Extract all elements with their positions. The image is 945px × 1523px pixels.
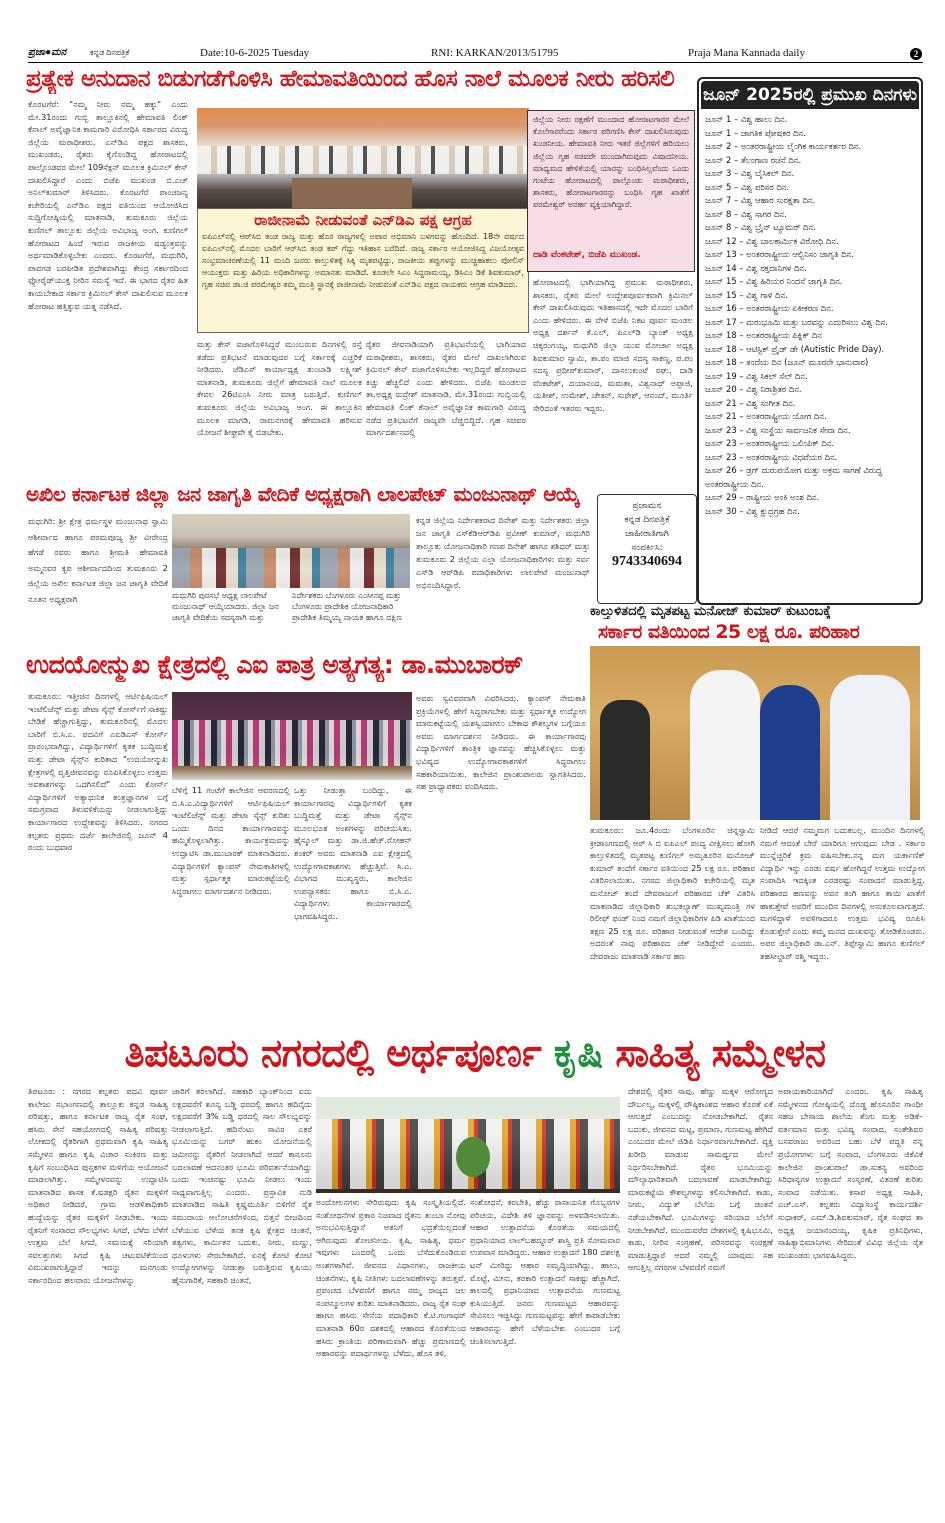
story5-column-5: ದೇಶದಲ್ಲಿ ರೈತರ ಸಾವು, ಹೆಣ್ಣು ಮಕ್ಕಳ ಆರೋಗ್ಯದ ದೌರ್ಬಲ್ಯ, ಮಕ್ಕಳಲ್ಲಿ ಪೌಷ್ಠಿಕಾಂಶದ ಆಹಾರ ಕೊರತೆ ಏಕೆ ಆಗುತ್ತದೆ ಎಂಬುದನ್ನು ನೋಡಬೇಕಾಗಿದೆ. ರೈತನ ಬದುಕು, ಜೀವನದ ಮಟ್ಟ, ಪ್ರಮಾಣ, ಗುಣಮಟ್ಟ ಹೇಗಿದೆ ಎಂಬುದರ ಮೇಲೆ ಜಿಡಿಪಿ ನಿರ್ಧಾರವಾಗಬೇಕಾಗಿದೆ. ವ್ಯಕ್ತಿ ಖರೀದಿ ಮಾಡುವ ಸಾಮರ್ಥ್ಯದ ಮೇಲೆ ನಿರ್ಧರಿಸಬೇಕಾಗಿದೆ. ರೈತರ ಭೂಮಿಯನ್ನು ಮೌಲ್ಯಾಧಾರಿತವಾಗಿ ಬದಲಾವಣೆ ಮಾಡಬೇಕಾಗಿದ್ದು ಮಾರುಕಟ್ಟೆಯ ಕೌಶಲ್ಯಗಳನ್ನು ಕಲಿಸಬೇಕಾಗಿದೆ. ಕಾಡು, ನೀರು, ವಿದ್ಯುತ್ ಬೆಲೆಯ ಬಗ್ಗೆ ಚಿಂತನೆ ನಡೆಯಬೇಕಾಗಿದೆ. ಭೂಮಿಗಳನ್ನು ಸರಿಯಾದ ಬೆಲೆಗೆ ನೀಡಬೇಕಾಗಿದೆ. ಮುಂದುವರೆದ ದೇಶಗಳಲ್ಲಿ ಕೃಷಿಭೂಮಿ, ಕಾಡು, ನೀರಿನ ಸಂಗ್ರಹಣೆ, ಪರಿಸರವನ್ನು ಸಂರಕ್ಷಣೆ ಮಾಡುತ್ತಿದ್ದಾರೆ ಆದರೆ ನಮ್ಮಲ್ಲಿ ಯಾವುದು ಸಹ ಆಗುತ್ತಿಲ್ಲ ನಗರಗಳ ಬೆಳವಣಿಗೆ ನಮಗೆ (628, 1086, 773, 1273)
story5-column-1: ತಿಪಟೂರು : ನಗರದ ಕಲ್ಪತರು ಪದವಿ ಪೂರ್ವ ಕಾಲೇಜು ಸಭಾಂಗಣದಲ್ಲಿ ತಾಲ್ಲೂಕು ಕನ್ನಡ ಸಾಹಿತ್ಯ ಪರಿಷತ್ತು, ಹಾಗೂ ಕರ್ನಾಟಕ ರಾಜ್ಯ ರೈತ ಸಂಘ, ಹಸಿರು ಸೇನೆ ಸಹಯೋಗದಲ್ಲಿ ಸಾಹಿತ್ಯ ಪರಿಷತ್ತು ಲೋಕದಲ್ಲಿ ರೈತರಿಗಾಗಿ ಪ್ರಥಮವಾಗಿ ಕೃಷಿ ಸಾಹಿತ್ಯ ಸಮ್ಮೇಳನ ಹಾಗೂ ಕೃಷಿ ವಿಚಾರ ಸಂಕಿರಣ ಮತ್ತು ಕೃಷಿಗೆ ಸಂಬಂಧಿಸಿದ ಪುಸ್ತಕಗಳ ಮಳಿಗೆಯ ಆಯೋಜನೆ ಮಾಡಲಾಗಿತ್ತು. ಸಮ್ಮೇಳನವನ್ನು ಉದ್ಘಾಟಿಸಿ ಮಾತನಾಡಿದ ಶಾಸಕ ಕೆ.ಷಡಕ್ಷರಿ ರೈತನ ಮಕ್ಕಳಿಗೆ ಅಧಿಕಾರ ನೀಡಿದರೆ, ಗ್ರಾಮ ಆಡಳಿತಾಧಿಕಾರಿ ಹುದ್ದೆಯನ್ನು ರೈತರ ಮಕ್ಕಳಿಗೆ ನೀಡಬೇಕು. ಇಂದು ರೈತನಿಗೆ ಸಂಸಾರದ ಸೌಲಭ್ಯಗಳು ಸಿಗದೆ, ಬೆಳೆದ ಬೆಳೆಗೆ ಉತ್ತಮ ಬೆಲೆ ಸಿಗದೆ, ಸಮಯಕ್ಕೆ ಸರಿಯಾಗಿ ಸವಲತ್ತುಗಳು ಸಿಗದೆ ಕೃಷಿ ಚಟುವಟಿಕೆಯಿಂದ ವಿಮುಖರಾಗುತ್ತಿದ್ದಾರೆ ಇದನ್ನು ಮನಗಂಡು ಸರ್ಕಾರದಿಂದ ಹಲವಾರು ಯೋಜನೆಗಳನ್ನು (28, 1086, 168, 1285)
june-day-item: ಜೂನ್ 15 – ವಿಶ್ವ ಗಾಳಿ ದಿನ. (705, 289, 788, 300)
story1-column-2: ಮತ್ತು ಕೇಸ್ ವಜಾಗೊಳಿಸಿದ್ದರೆ ಮುಂಬರುವ ದಿನಗಳಲ್ಲಿ ರಸ್ತೆ ತಡೆದು ಪ್ರತಿಭಟನೆ ಮಾಡುವುದರ ಬಗ್ಗೆ ಸರ್ಕಾರಕ್ಕೆ ಎಚ್ಚರಿಕೆ ನೀಡಿದರು. ಜೆಡಿಎಸ್ ಕಾರ್ಯಾಧ್ಯಕ್ಷ ತುಂಬಾಡಿ ಲಕ್ಷ್ಮೀಶ್ ಮಾತನಾಡಿ, ತುಮಕೂರು ಜಿಲ್ಲೆಗೆ ಹೇಮಾವತಿ ನಾಲೆ ಮೂಲಕ ಕೇವಲ 26ಟಿಎಂಸಿ ನೀರು ಮಾತ್ರ ಬರುತ್ತಿದೆ. ಕುಣಿಗಲ್ ತುಮಕೂರು ಜಿಲ್ಲೆಯ ಅವಿಭಾಜ್ಯ ಅಂಗ. ಈ ತಾಲ್ಲೂಕಿನ ಮೂಲಕ ಮಾಗಡಿ, ರಾಮನಗರಕ್ಕೆ ಹೇಮಾವತಿ ಹರಿಸುವ ಯೋಜನೆ ಶೀಘ್ರವೇ ಕೈ ಬಿಡಬೇಕು. (197, 339, 362, 438)
june-day-item: ಜೂನ್ 19 – ವಿಶ್ವ ಸಿಕಲ್ ಸೆಲ್ ದಿನ. (705, 370, 808, 381)
story5-column-4: ಸಂಶೋಧನೆ, ತರಬೇತಿ, ಹೆಚ್ಚು ರಾಸಾಯನಿಕ ಗೊಬ್ಬರಗಳ ಪರಿಚಯ, ವಿದೇಶಿ ತಳಿ ಜ್ಞಾನವನ್ನು ಅಳವಡಿಸಲಾಯಿತು. ಆಹಾರ ಉತ್ಪಾದನೆಯ ಕೊರತೆಯ ಸಮಯದಲ್ಲಿ ಪ್ರಧಾನಿಯಾದ ಲಾಲ್‌ಬಹದ್ದೂರ್ ಶಾಸ್ತ್ರಿ ಪ್ರತಿ ಸೋಮವಾರ ಉಪವಾಸ ಮಾಡಿದ್ದರು. ಆಹಾರ ಉತ್ಪಾದನೆ 180 ದಶಲಕ್ಷ ಟನ್ ಮೀರಿದ್ದು ಆಹಾರ ಸಮೃದ್ಧಿಯಾಗಿದ್ದು, ಹಾಲು, ಮೊಟ್ಟೆ, ಮೀನು, ತರಕಾರಿ ಉತ್ಪಾದನೆ ಸಾಕಷ್ಟು ಹೆಚ್ಚಾಗಿದೆ. ಕಾಲದಲ್ಲಿ ಪ್ರಧಾನಿಯಾದ ಉತ್ಪಾದನೆಯ ಗುಣಮಟ್ಟ ಕುಸಿಯುತ್ತಿದೆ. ಜನರು ಗುಣಮಟ್ಟದ ಆಹಾರವನ್ನು ಸೇವಿಸಲು ಇಚ್ಚಿಸಿದ್ದು ಗುಣಮಟ್ಟವನ್ನು ಹೇಗೆ ಕಾಪಾಡಬೇಕು ಆಹಾರವನ್ನು ಹೇಗೆ ಬೆಳೆಯಬೇಕು ಎಂಬುದರ ಬಗ್ಗೆ ಚಿಂತಿಸಲಾಗುತ್ತಿದೆ. (470, 1197, 620, 1346)
advertisement-contact-box (597, 494, 697, 604)
story3-column-1: ತುಮಕೂರು: ಜೂ.4ರಂದು ಬೆಂಗಳೂರಿನ ಚಿನ್ನಸ್ವಾಮಿ ಕ್ರೀಡಾಂಗಣದಲ್ಲಿ ಆರ್ ಸಿ ಬಿ ಐಪಿಎಲ್ ಪಂದ್ಯ ವೀಕ್ಷಿಸಲು ಹೋಗಿ ಕಾಲ್ತುಳಿತದಲ್ಲಿ ಮೃತಪಟ್ಟ ಕುಣಿಗಲ್ ಅಮೃತೂರಿನ ಮನೋಜ್ ಕುಮಾರ್ ತಂದೆಗೆ ಸರ್ಕಾರ ವತಿಯಿಂದ 25 ಲಕ್ಷ ರೂ. ಪರಿಹಾರ ವಿತರಿಸಲಾಯಿತು. ನಗರದ ಜಿಲ್ಲಾಧಿಕಾರಿ ಕಚೇರಿಯಲ್ಲಿ ಮೃತ ಮನೋಜ್ ತಂದೆ ದೇವರಾಜುಗೆ ಪರಿಹಾರದ ಚೆಕ್ ವಿತರಿಸಿ ಮಾತನಾಡಿದ ಜಿಲ್ಲಾಧಿಕಾರಿ ಶುಭಕಲ್ಯಾಣ್ ಮುಖ್ಯಮಂತ್ರಿ ಗಳ ರಿಲೀಫ್ ಫಂಡ್ ನಿಂದ ನಮಗೆ ಜಿಲ್ಲಾಧಿಕಾರಿಗಳ ಪಿಡಿ ಖಾತೆಯಿಂದ ತಕ್ಷಣ 25 ಲಕ್ಷ ರೂ. ಪರಿಹಾರ ನೀಡುವಂತೆ ಆದೇಶ ಬಂದಿದ್ದು ಅದರಂತೆ ನಾವು ಪರಿಹಾರದ ಚೆಕ್ ನೀಡಿದ್ದೇವೆ ಎಂದರು. ದೇವರಾಜು ಮಾತನಾಡಿ ಸರ್ಕಾರ ಹಣ (590, 825, 755, 961)
june-day-item: ಜೂನ್ 13 – ಅಂತರರಾಷ್ಟ್ರೀಯ ಆಲ್ಬಿನಿಸಂ ಜಾಗೃತಿ ದಿನ. (705, 249, 855, 259)
story5-headline (15, 1025, 935, 1081)
paper-logo: ಪ್ರಜಾ●ಮನ (28, 47, 67, 58)
story2-headline: ಅಖಿಲ ಕರ್ನಾಟಕ ಜಿಲ್ಲಾ ಜನ ಜಾಗೃತಿ ವೇದಿಕೆ ಅಧ್ಯಕ್ಷರಾಗಿ ಲಾಲಪೇಟ್ ಮಂಜುನಾಥ್ ಆಯ್ಕೆ (26, 482, 580, 506)
june-day-item: ಜೂನ್ 23 – ವಿಶ್ವ ಸಂಸ್ಥೆಯ ಸಾರ್ವಜನಿಕ ಸೇವಾ ದಿನ. (705, 424, 851, 435)
june-day-item: ಜೂನ್ 26 – ಡ್ರಗ್ ದುರುಪಯೋಗ ಮತ್ತು ಅಕ್ರಮ ಸಾಗಣೆ ವಿರುದ್ಧ ಅಂತರರಾಷ್ಟ್ರೀಯ ದಿನ. (705, 465, 882, 489)
june-day-item: ಜೂನ್ 8 – ವಿಶ್ವ ಸಾಗರ ದಿನ. (705, 208, 787, 219)
june-day-item: ಜೂನ್ 12 – ವಿಶ್ವ ಬಾಲಕಾರ್ಮಿಕ ವಿರೋಧಿ ದಿನ. (705, 235, 839, 246)
june-day-item: ಜೂನ್ 15 – ವಿಶ್ವ ಹಿರಿಯರ ನಿಂದನೆ ಜಾಗೃತಿ ದಿನ. (705, 276, 843, 286)
june-day-item: ಜೂನ್ 30 – ವಿಶ್ವ ಕ್ಷುದ್ರಗ್ರಹ ದಿನ. (705, 505, 800, 516)
story1-column-3: ರೈತರ ಜೀವನಾಡಿಯಾಗಿ ಪ್ರತಿಭಟನೆಯಲ್ಲಿ ಭಾಗಿಯಾದ ಮಠಾಧೀಶರು, ಶಾಸಕರು, ರೈತರ ಮೇಲೆ ದಾಖಲಾಗಿರುವ ಕ್ರಿಮಿನಲ್ ಕೇಸ್ ವಜಾಗೊಳಿಸಬೇಕು ಇಲ್ಲದಿದ್ದರೆ ಹೋರಾಟದ ಕಿಚ್ಚು ಹೆಚ್ಚಲಿದೆ ಎಂದು ಹೇಳಿದರು. ಬಿಜೆಪಿ ಮಂಡಲದ ತಾ.ಅಧ್ಯಕ್ಷ ರುದ್ರೇಶ್ ಮಾತನಾಡಿ, ಮೇ.31ರಂದು ಗುಬ್ಬಿಯಲ್ಲಿ ಹೇಮಾವತಿ ಲಿಂಕ್ ಕೆನಾಲ್ ಅವೈಜ್ಞಾನಿಕ ಕಾಮಗಾರಿ ವಿರುದ್ಧ ನಡೆದ ಪ್ರತಿಭಟನೆಗೆ ರಾಜ್ಯವೇ ಬೆಚ್ಚಿಬಿದ್ದಿದೆ. ಗೃಹ ಸಚಿವರ ಮಾರ್ಗದರ್ಶನದಲ್ಲಿ (366, 339, 526, 438)
story3-column-2: ನೀಡಿದೆ ಆದರೆ ನಮ್ಮಮಗ ಬದುಕಬಲ್ಲ. ಮುಂದಿನ ದಿನಗಳಲ್ಲಿ ನಮಗೆ ಆದಂತೆ ಬೇರೆ ಯಾರಿಗೂ ಆಗುವುದು ಬೇಡ . ಸರ್ಕಾರ ಮುನ್ನೆಚ್ಚರಿಕೆ ಕ್ರಮ ವಹಿಸಬೇಕು.ನನ್ನ ಮಗ ಯರ್ಕಾಣಿಕ್ ವಿದ್ಯಾರ್ಥಿ ಇನ್ನು ಎರಡು ವರ್ಷ ಹೋಗಿದ್ದರೆ ಉತ್ತಮ ಉದ್ಯೋಗ ಸಂಪಾದಿಸಿ ಇದಕ್ಕಿಂತ ಎರಡರಷ್ಟು ಸಂಪಾದನೆ ಮಾಡುತ್ತಿದ್ದ. ಪರಿಹಾರದ ಹಣವನ್ನು ಅವನ ತಂಗಿ ಹಾಗೂ ತಾಯಿ ಖಾತೆಗೆ ಹಾಕುತ್ತೇವೆ ಅವರಿಗೆ ಮುಂದಿನ ದಿನಗಳಲ್ಲಿ ಅನುಕೂಲವಾಗುತ್ತದೆ. ಮಗಳಿದ್ದಾಳೆ ಅವಳಿಗಾದರೂ ಉತ್ತಮ ಭವಿಷ್ಯ ರೂಪಿಸಿ ಕೊಡುತ್ತೇನೆ ಎಂದು ತಮ್ಮ ಮನದ ದುಃಖವನ್ನು ತೋಡಿಕೊಂಡರು. ಅಪರ ಜಿಲ್ಲಾಧಿಕಾರಿ ಡಾ.ಎನ್. ತಿಪ್ಪೇಸ್ವಾಮಿ ಹಾಗೂ ಕುಣಿಗಲ್ ತಹಸೀಲ್ದಾರ್ ರಶ್ಮಿ ಇದ್ದರು. (760, 825, 925, 961)
june-day-item: ಜೂನ್ 8 – ವಿಶ್ವ ಬ್ರೈನ್ ಟ್ಯೂಮರ್ ದಿನ. (705, 222, 816, 232)
masthead (28, 46, 923, 63)
story5-headline-part2: ಕೃಷಿ (553, 1031, 603, 1075)
story5-headline-part1: ತಿಪಟೂರು ನಗರದಲ್ಲಿ ಅರ್ಥಪೂರ್ಣ (124, 1031, 542, 1075)
ad-line-2: ಕನ್ನಡ ದಿನಪತ್ರಿಕೆ (624, 515, 670, 525)
june-day-item: ಜೂನ್ 29 – ರಾಷ್ಟ್ರೀಯ ಅಂಕಿ ಅಂಶ ದಿನ. (705, 492, 820, 502)
ad-line-3: ಜಾಹೀರಾತಿಗಾಗಿ (625, 529, 669, 539)
yellow-box-text: ಐಪಿಎಲ್‌ನಲ್ಲಿ ಆರ್‌ಸಿಬಿ ತಂಡ ರಾಜ್ಯ ಮತ್ತು ಹೊರ ರಾಜ್ಯಗಳಲ್ಲಿ ಅಪಾರ ಅಭಿಮಾನಿ ಬಳಗವನ್ನು ಹೊಂದಿದೆ. 18ನೇ ವರ್ಷದ ಐಪಿಎಲ್‌ನಲ್ಲಿ ಮೊದಲ ಬಾರಿಗೆ ಆರ್‌ಸಿಬಿ ತಂಡ ಕಪ್ ಗೆದ್ದು ಇತಿಹಾಸ ಬರೆದಿದೆ. ರಾಜ್ಯ ಸರ್ಕಾರ ಆಯೋಜಿಸಿದ್ದ ವಿಜಯೋತ್ಸವ ಸಂಭ್ರಮಾಚರಣೆಯಲ್ಲಿ 11 ಮಂದಿ ಜನರು ಕಾಲ್ತುಳಿತಕ್ಕೆ ಸಿಕ್ಕಿ ಮೃತಪಟ್ಟಿದ್ದು, ರಾಜಕೀಯ ತಪ್ಪುಗಳನ್ನು ಮುಚ್ಚಿಹಾಕಲು ಪೋಲಿಸ್ ಆಯುಕ್ತರು ಮತ್ತು ಹಿರಿಯ ಅಧಿಕಾರಿಗಳನ್ನು ಅಮಾನತು ಮಾಡಿದೆ. ಕೂಡಲೇ ಸಿಎಂ ಸಿದ್ದರಾಮಯ್ಯ, ಡಿಸಿಎಂ ಡಿಕೆ ಶಿವಕುಮಾರ್, ಗೃಹ ಸಚಿವ ಡಾ.ಜಿ ಪರಮೇಶ್ವರ ತಮ್ಮ ಮಂತ್ರಿ ಸ್ಥಾನಕ್ಕೆ ರಾಜೀನಾಮೆ ನೀಡುವಂತೆ ಎನ್‌ಡಿಎ ಪಕ್ಷದ ನಾಯಕರು ಆಗ್ರಹ ಮಾಡಿದರು. (202, 232, 524, 289)
yellow-box (197, 208, 529, 333)
june-day-item: ಜೂನ್ 17 – ಮರುಭೂಮಿ ಮತ್ತು ಬರವನ್ನು ಎದುರಿಸಲು ವಿಶ್ವ ದಿನ. (705, 316, 888, 327)
june-day-item: ಜೂನ್ 18 – ತಂದೆಯ ದಿನ (ಜೂನ್ ಮೂರನೇ ಭಾನುವಾರ) (705, 357, 869, 367)
story1-group-photo (197, 108, 529, 208)
june-day-item: ಜೂನ್ 23 – ಅಂತರರಾಷ್ಟ್ರೀಯ ಒಲಿಂಪಿಕ್ ದಿನ. (705, 438, 835, 448)
pink-box-text: ಜಿಲ್ಲೆಯ ನೀರು ರಕ್ಷಣೆಗೆ ಮುಂದಾದ ಹೋರಾಟಗಾರರ ಮೇಲೆ ಕೊಲೆಗಾರರೆಂದು ಸರ್ಕಾರ ಪರಿಗಣಿಸಿ ಕೇಸ್ ದಾಖಲಿಸಿರುವುದು ಖಂಡನೀಯ. ಹೇಮಾವತಿ ನೀರು ಇತರೆ ಜಿಲ್ಲೆಗಳಿಗೆ ಹರಿಯಲು ಜಿಲ್ಲೆಯ ಗೃಹ ಸಚಿವರೇ ಮುಂದಾಗಿರುವುದು ವಿಷಾದನೀಯ. ಮಾಧ್ಯಮದ ಹೇಳಿಕೆಯಲ್ಲಿ ಯಾರನ್ನು ಬಂಧಿಸಿಲ್ಲವೆಂದು ಒಂದು ಗಂಟೆಯ ಹೋರಾಟದಲ್ಲಿ ಪಾಲ್ಗೊಂಡು ಮಠಾಧೀಶರು, ಶಾಸಕರು, ಹೋರಾಟಗಾರರನ್ನು ಬಂಧಿಸಿ ಗೃಹ ಖಾತೆಗೆ ಪರಮೇಶ್ವರ್ ಅನರ್ಹ ವ್ಯಕ್ತಿಯಾಗಿದ್ದಾರೆ. (533, 115, 689, 210)
story1-column-4: ಹೋರಾಟದಲ್ಲಿ ಭಾಗಿಯಾಗಿದ್ದ ಪ್ರಮುಖ ಮಠಾಧೀಶರು, ಶಾಸಕರು, ರೈತರ ಮೇಲೆ ಉದ್ದೇಶಪೂರ್ವಕವಾಗಿ ಕ್ರಿಮಿನಲ್ ಕೇಸ್ ದಾಖಲಿಸಿರುವುದು ಇತಿಹಾಸದಲ್ಲಿ ಇದೇ ಮೊದಲ ಬಾರಿಗೆ ಎಂದು ಹೇಳಿದರು. ಈ ವೇಳೆ ಬಿಜೆಪಿ ನಿಕಟ ಪೂರ್ವ ಮಂಡಲ ಅಧ್ಯಕ್ಷ ದರ್ಶನ್ ಕೆ.ಎಲ್, ಪಿಎಲ್‌ಡಿ ಬ್ಯಾಂಕ್ ಅಧ್ಯಕ್ಷ ಚಿಕ್ಕರಂಗಯ್ಯ, ಮಧುಗಿರಿ ಜಿಲ್ಲಾ ಯುವ ಮೋರ್ಚಾ ಅಧ್ಯಕ್ಷ ಶಿವಕುಮಾರ ಸ್ವಾಮಿ, ತಾ.ಪಂ ಮಾಜಿ ಸದಸ್ಯ ಸಾಕಣ್ಣ, ಪ.ಪಂ ಸದಸ್ಯ ಪ್ರದೀಪ್‌ಕುಮಾರ್, ದಾಸಲುಕುಂಟೆ ರಘು, ದಾಡಿ ವೆಂಕಟೇಶ್, ದಯಾನಂದ, ಮಮತಾ, ವಿಶ್ವನಾಥ್ ಅಪ್ಪಾಜಿ, ಯತೀಶ್, ಉಮೇಶ್, ಚೇತನ್, ಸುರೇಶ್, ಆನಂದ್, ಮೂರ್ತಿ ಸೇರಿದಂತೆ ಇತರರು ಇದ್ದರು. (533, 277, 693, 413)
story4-column-2: ಬೆಳಿಗ್ಗೆ 11 ಗಂಟೆಗೆ ಕಾಲೇಜಿನ ಆವರಣದಲ್ಲಿ ಬಿ.ಸಿ.ಎ.ವಿದ್ಯಾರ್ಥಿಗಳಿಗೆ ಆರ್ಟಿಫಿಷಿಯಲ್ ಇಂಟೆಲಿಜೆನ್ಸ್ ಮತ್ತು ಡೇಟಾ ಸೈನ್ಸ್ ಕುರಿತು ಒಂದು ದಿನದ ಕಾರ್ಯಾಗಾರವನ್ನು ಹಮ್ಮಿಕೊಳ್ಳಲಾಗಿತ್ತು. ಕಾರ್ಯಕ್ರಮವನ್ನು ಉದ್ಘಾಟಿಸಿ ಡಾ.ಮುಬಾರಕ್ ಮಾತನಾಡಿದರು. ವಿದ್ಯಾರ್ಥಿಗಳಿಗೆ ಕ್ಯಾಂಪಸ್ ನೇಮಕಾತಿಗಳಲ್ಲಿ ಮತ್ತು ಸ್ಪರ್ಧಾತ್ಮಕ ಮಾರುಕಟ್ಟೆಯಲ್ಲಿ ಸಿದ್ಧರಾಗಲು ಮಾರ್ಗದರ್ಶನ ನೀಡಿದರು. (172, 785, 290, 896)
rni-number: RNI: KARKAN/2013/51795 (431, 47, 559, 59)
june-day-item: ಜೂನ್ 21 – ಅಂತರರಾಷ್ಟ್ರೀಯ ಯೋಗ ದಿನ. (705, 411, 827, 421)
june-day-item: ಜೂನ್ 16 – ಅಂತರರಾಷ್ಟ್ರೀಯ ಏಕೀಕರಣ ದಿನ. (705, 303, 834, 313)
ad-line-4: ಸಂಪರ್ಕಿಸಿ: (631, 543, 663, 553)
june-important-days-box (697, 77, 923, 605)
story4-headline: ಉದಯೋನ್ಮುಖ ಕ್ಷೇತ್ರದಲ್ಲಿ ಎಐ ಪಾತ್ರ ಅತ್ಯಗತ್ಯ: ಡಾ.ಮುಬಾರಕ್ (26, 650, 523, 679)
story1-headline: ಪ್ರತ್ಯೇಕ ಅನುದಾನ ಬಿಡುಗಡೆಗೊಳಿಸಿ ಹೇಮಾವತಿಯಿಂದ ಹೊಸ ನಾಲೆ ಮೂಲಕ ನೀರು ಹರಿಸಲಿ (26, 66, 675, 92)
story5-column-2: ಜಾರಿಗೆ ತರಲಾಗಿದೆ. ಸಹಕಾರಿ ಬ್ಯಾಂಕ್‌ನಿಂದ ಐದು ಲಕ್ಷದವರೆಗೆ ಶೂನ್ಯ ಬಡ್ಡಿ ಧರದಲ್ಲಿ ಹಾಗೂ ಹದಿನೈದು ಲಕ್ಷದವರೆಗೆ 3% ಬಡ್ಡಿ ಧರದಲ್ಲಿ ಸಾಲ ಸೌಲಭ್ಯವನ್ನು ನೀಡಲಾಗುತ್ತಿದೆ. ಹದಿನೆಂಟು ಸಾವಿರ ಎಕರೆ ಭೂಮಿಯನ್ನು ಬಗರ್ ಹುಕಂ ಯೋಜನೆಯಲ್ಲಿ ಜಮೀನನ್ನು ರೈತರಿಗೆ ನೀಡಲಾಗಿದೆ ಆದರೆ ಕಾನೂನು ಬದಲಾವಣೆ ಆದನಂತರ ಭೂಮಿ ಪರಿವರ್ತನೆಯಾಗಿದ್ದು ಒಂದು ಇಂಚಿನಷ್ಟು ಭೂಮಿ ನೀಡಲು ಇಂದು ಸಾಧ್ಯವಾಗುತ್ತಿಲ್ಲ ಎಂದರು. ಪ್ರಸ್ತಾವಿಕ ನುಡಿ ಮಾತನಾಡಿದ ಸಾಹಿತಿ ಕೃಷ್ಣಮೂರ್ತಿ ಬಿಳಿಗೆರೆ ರೈತ ಸಮುದಾಯ ಆಲೋಚನೆಗಳಿಂದ, ಬಿತ್ತನೆ ಬೀಜದಿಂದ ಬೆಳೆಯುವ ಬೆಳೆಯ ತನಕ ಕೃಷಿ ಕ್ಷೇತ್ರದ ಚಿಂತನೆ, ತತ್ವಗಳು, ಕಾರ್ಮಿಕನ ಬದುಕು, ನೀರು, ಮಣ್ಣು, ಧೂಳುಗಳು ಸೇರಬೇಕಾಗಿದೆ. ಏನಕ್ಕೆ ಕೋಟಿ ಕೋಟಿ ಉದ್ಯೋಗಗಳನ್ನು ನೀಡುತ್ತಾ ಬರುತ್ತಿರುವ ಕೃಷಿಯು ಹೈನುಗಾರಿಕೆ, ಸಹಕಾರಿ ಚಿಂತನೆ, (172, 1086, 312, 1285)
june-day-item: ಜೂನ್ 21 – ವಿಶ್ವ ಸಂಗೀತ ದಿನ. (705, 397, 796, 408)
yellow-box-headline: ರಾಜೀನಾಮೆ ನೀಡುವಂತೆ ಎನ್‌ಡಿಎ ಪಕ್ಷ ಆಗ್ರಹ (254, 211, 472, 229)
ad-line-1: ಪ್ರಜಾಮನ (632, 501, 662, 511)
story4-column-4: ಅವರು ಸ್ವವಿವರವಾಗಿ ವಿವರಿಸಿದರು. ಕ್ಯಾಂಪಸ್ ನೇಮಕಾತಿ ಪ್ರಕ್ರಿಯೆಗಳಲ್ಲಿ ಹೇಗೆ ಸಿದ್ಧರಾಗಬೇಕು ಮತ್ತು ಸ್ಪರ್ಧಾತ್ಮಕ ಉದ್ಯೋಗ ಮಾರುಕಟ್ಟೆಯಲ್ಲಿ ಯಶಸ್ವಿಯಾಗಲು ಬೇಕಾದ ಕೌಶಲ್ಯಗಳ ಬಗ್ಗೆಯೂ ಅವರು ಮಾರ್ಗದರ್ಶನ ನೀಡಿದರು. ಈ ಕಾರ್ಯಾಗಾರವು ವಿದ್ಯಾರ್ಥಿಗಳಿಗೆ ತಾಂತ್ರಿಕ ಜ್ಞಾನವನ್ನು ಹೆಚ್ಚಿಸಿಕೊಳ್ಳಲು ಮತ್ತು ಭವಿಷ್ಯದ ಉದ್ಯೋಗಾವಕಾಶಗಳಿಗೆ ಸಿದ್ಧರಾಗಲು ಸಹಕಾರಿಯಾಯಿತು. ಕಾಲೇಜಿನ ಪ್ರಾಂಶುಪಾಲರು ಸ್ವಾಗತಿಸಿದರು. ಸಹ ಪ್ರಾಧ್ಯಾಪಕರು ವಂದಿಸಿದರು. (416, 693, 586, 792)
ad-phone-number: 9743340694 (612, 554, 682, 569)
story2-photo (172, 514, 410, 588)
story5-event-photo (316, 1097, 620, 1193)
story4-column-3: ಒತ್ತು ನೀಡುತ್ತಾ ಬಂದಿದ್ದು, ಈ ಕಾರ್ಯಾಗಾರವು ವಿದ್ಯಾರ್ಥಿಗಳಿಗೆ ಕೃತಕ ಬುದ್ಧಿಮತ್ತೆ ಮತ್ತು ಡೇಟಾ ಸೈನ್ಸ್‌ನ ಮೂಲಭೂತ ಅಂಶಗಳನ್ನು ಪರಿಚಯಿಸಿತು. ಹೈಸ್ಕೂಲ್ ಮತ್ತು ಡಾ.ಜಿ.ಹೆಚ್.ರೋಹನ್ ಶಂಕರ್ ಅವರು ಮಾತನಾಡಿ ಎಐ ಕ್ಷೇತ್ರದಲ್ಲಿ ಉದ್ಯೋಗಾವಕಾಶಗಳು ಹೆಚ್ಚುತ್ತಿವೆ. ಸಿ.ಎ. ವಿಭಾಗದ ಮುಖ್ಯಸ್ಥರು, ಕಾಲೇಜಿನ ಉಪನ್ಯಾಸಕರು ಹಾಗೂ ಬಿ.ಸಿ.ಎ. ವಿದ್ಯಾರ್ಥಿಗಳು ಕಾರ್ಯಾಗಾರದಲ್ಲಿ ಭಾಗವಹಿಸಿದ್ದರು. (294, 785, 412, 921)
june-days-list (705, 113, 921, 518)
story2-column-1: ಮಧುಗಿರಿ: ಶ್ರೀ ಕ್ಷೇತ್ರ ಧರ್ಮಸ್ಥಳ ಮಂಜುನಾಥ ಸ್ವಾಮಿ ಆಶೀರ್ವಾದ ಹಾಗೂ ಪರಮಪೂಜ್ಯ ಶ್ರೀ ವೀರೇಂದ್ರ ಹೆಗಡೆ ರವರು ಹಾಗೂ ಶ್ರೀಮತಿ ಹೇಮಾವತಿ ಅಮ್ಮನವರ ಕೃಪ ಆಶೀರ್ವಾದದಿಂದ ತುಮಕೂರು 2 ಜಿಲ್ಲೆಯ ಅಖಿಲ ಕರ್ನಾಟಕ ಜಿಲ್ಲಾ ಜನ ಜಾಗೃತಿ ವೇದಿಕೆ ನೂತನ ಅಧ್ಯಕ್ಷರಾಗಿ (28, 516, 168, 604)
june-day-item: ಜೂನ್ 1 – ವಿಶ್ವ ಹಾಲು ದಿನ. (705, 114, 788, 124)
june-box-title: ಜೂನ್ 2025ರಲ್ಲಿ ಪ್ರಮುಖ ದಿನಗಳು (701, 81, 919, 109)
pink-quote-box (527, 110, 695, 272)
june-day-item: ಜೂನ್ 3 – ವಿಶ್ವ ಬೈಸಿಕಲ್ ದಿನ. (705, 168, 795, 178)
june-day-item: ಜೂನ್ 2 – ತೆಲಂಗಾಣ ರಚನೆ ದಿನ. (705, 154, 802, 165)
june-day-item: ಜೂನ್ 1 – ಜಾಗತಿಕ ಪೋಷಕರ ದಿನ. (705, 127, 806, 138)
story5-column-6: ಅಪಾಯಕಾರಿಯಾಗಿದೆ ಎಂದರು. ಕೃಷಿ ಸಾಹಿತ್ಯ ಸಮ್ಮೇಳನದ ಗೋಷ್ಠಿಯಲ್ಲಿ ದೊಡ್ಡ ಹೊಸೂರಿನ ಗಾಂಧೀ ಸಹಜ ಬೇಸಾಯ ಶಾಲೆಯ ತೆಂಗು ಮತ್ತು ಅಡಿಕೆ–ವರ್ತಮಾನ ಮತ್ತು ಭವಿಷ್ಯ ಸಂವಾದ, ಸಂತೇಶಿವರ ಬಸವರಾಜು ಅವರಿಂದ ಬಹು ಬೆಳೆ ಪದ್ಧತಿ ನನ್ನ ಪ್ರಯೋಗಗಳು ಬಗ್ಗೆ ಸಂವಾದ, ಬೆಂಗಳೂರು ಜಿಕೆವಿಕೆ ಕಾಲೇಜಿನ ಪ್ರಾಂಶುಪಾಲೆ ಡಾ.ಸುಕನ್ಯ ಅವರಿಂದ ಸಿರಿಧಾನ್ಯಗಳ ಉತ್ಪಾದನೆ ಸಂಸ್ಕರಣೆ, ವಿತರಣೆ ಕುರಿತು ಸಂವಾದ ನಡೆಯಿತು. ಕಸಾಪ ಅಧ್ಯಕ್ಷ ಸಾಹಿತಿ, ಎಚ್.ಎಸ್. ಕಲ್ಪತರು ವಿದ್ಯಾಸಂಸ್ಥೆ ಕಾರ್ಯದರ್ಶಿ ಸುಧಾಕರ್, ಎಮ್.ಡಿ.ಶಿವಕುಮಾರ್, ರೈತ ಸಂಘದ ತಾ ಅಧ್ಯಕ್ಷ ಜಯಾನಂದಯ್ಯ, ಕೃಷಿಕ ಪ್ರತಿನಿಧಿಗಳು, ಸಾಹಿತ್ಯಾಭಿಮಾನಿಗಳು ಸೇರಿದಂತೆ ವಿವಿಧ ಜಿಲ್ಲೆಯ ರೈತ ಮುಖಂಡರು ಭಾಗವಹಿಸಿದ್ದರು. (778, 1086, 923, 1260)
paper-tagline: ಕನ್ನಡ ದಿನಪತ್ರಿಕೆ (90, 48, 130, 57)
paper-name: Praja Mana Kannada daily (688, 47, 805, 59)
june-day-item: ಜೂನ್ 5 – ವಿಶ್ವ ಪರಿಸರ ದಿನ. (705, 181, 790, 192)
june-day-item: ಜೂನ್ 20 – ವಿಶ್ವ ನಿರಾಶ್ರಿತರ ದಿನ. (705, 384, 802, 394)
story1-column-1: ಕೊರಟಗೆರೆ: "ನಮ್ಮ ನೀರು ನಮ್ಮ ಹಕ್ಕು" ಎಂದು ಮೇ.31ರಂದು ಗುಬ್ಬಿ ತಾಲ್ಲೂಕಿನಲ್ಲಿ ಹೇಮಾವತಿ ಲಿಂಕ್ ಕೆನಾಲ್ ಅವೈಜ್ಞಾನಿಕ ಕಾಮಗಾರಿ ವಿರೋಧಿಸಿ ಸರ್ಕಾರದ ವಿರುದ್ಧ ಜಿಲ್ಲೆಯ ಮಠಾಧೀಶರು, ಎನ್‌ಡಿಎ ಪಕ್ಷದ ಶಾಸಕರು, ಮುಖಂಡರು, ರೈತರು ಕೈಗೊಂಡಿದ್ದ ಹೋರಾಟದಲ್ಲಿ ಪಾಲ್ಗೊಂಡವರ ಮೇಲೆ 109ಸೆಕ್ಷನ್ ಮೂಲಕ ಕ್ರಿಮಿನಲ್ ಕೇಸ್ ದಾಖಲಿಸಿದ್ದಾರೆ ಎಂದು ಬಿಜೆಪಿ ಮುಖಂಡ ಬಿ.ಎಚ್ ಅನಿಲ್‌ಕುಮಾರ್ ತಿಳಿಸಿದರು. ಕೊರಟಗೆರೆ ಪಾಂಚಜನ್ಯ ಕಚೇರಿಯಲ್ಲಿ ಎನ್‌ಡಿಎ ಪಕ್ಷದ ವತಿಯಿಂದ ಆಯೋಜಿಸಿದ ಸುದ್ದಿಗೋಷ್ಠಿಯಲ್ಲಿ ಮಾತನಾಡಿ, ತುಮಕೂರು ಜಿಲ್ಲೆಯ ಕುಣಿಗಲ್ ತಾಲ್ಲೂಕು ಜಿಲ್ಲೆಯ ಅವಿಭಾಜ್ಯ ಅಂಗ. ಕುಣಿಗಲ್ ಹೋರಾಟದ ಹಿಂದೆ ಇರುವ ರಾಜಕೀಯ ಷಡ್ಯಂತ್ರವನ್ನು ಅರ್ಥಮಾಡಿಕೊಳ್ಳಬೇಕು ಎಂದರು. ಕೊರಟಗೆರೆ, ಮಧುಗಿರಿ, ಪಾವಗಡ ಬರಪೀಡಿತ ಪ್ರದೇಶವಾಗಿದ್ದು ಕೇಂದ್ರ ಸರ್ಕಾರದಿಂದ ಫ್ಲೋರೈಡ್‌ಯುಕ್ತ ನೀರಿನ ಸಮಸ್ಯೆ ಇದೆ. ಈ ಭಾಗದ ರೈತರ ಹಿತ ಕಾಯಬೇಕಾದ ಸರ್ಕಾರ ಕ್ರಿಮಿನಲ್ ಕೇಸ್ ದಾಖಲಿಸುವ ಮೂಲಕ ಹೋರಾಟ ಹತ್ತಿಕ್ಕುವ ಯತ್ನ ನಡೆಸಿದೆ. (28, 99, 188, 311)
story3-cheque-photo (590, 646, 920, 820)
june-day-item: ಜೂನ್ 2 – ಅಂತರರಾಷ್ಟ್ರೀಯ ಲೈಂಗಿಕ ಕಾರ್ಯಕರ್ತರ ದಿನ. (705, 141, 862, 151)
pink-box-signature: ದಾಡಿ ವೆಂಕಟೇಶ್, ಬಿಜೆಪಿ ಮುಖಂಡ. (533, 250, 641, 260)
issue-date: Date:10-6-2025 Tuesday (200, 47, 310, 59)
june-day-item: ಜೂನ್ 18 – ಅಂತರರಾಷ್ಟ್ರೀಯ ಪಿಕ್ನಿಕ್ ದಿನ (705, 330, 822, 340)
story5-headline-part3: ಸಾಹಿತ್ಯ ಸಮ್ಮೇಳನ (615, 1031, 826, 1075)
story2-photo-caption: ಮಧುಗಿರಿ ಪುರಸಭೆ ಅಧ್ಯಕ್ಷ ಲಾಲಪೇಟೆ ಮಂಜುನಾಥ್ ಆಯ್ಕೆಯಾದರು. ಜಿಲ್ಲಾ ಜನ ಜಾಗೃತಿ ವೇದಿಕೆಯ ಸದಸ್ಯರಾಗಿ ಮತ್ತು (172, 591, 279, 622)
story5-column-3: ಅಂದೋಲನಗಳು ಸೇರಿರುವುದು ಕೃಷಿ ಸಂಸ್ಕೃತಿಯಲ್ಲಿದೆ. ಸಂಶೋಧನೆಗಳ ಪ್ರಕಾರ ನಿಜವಾದ ರೈತನು ತುಂಬಾ ನೋವು ಅನುಭವಿಸುತ್ತಿದ್ದಾನೆ ಆತನಿಗೆ ಭದ್ರತೆಯಿಲ್ಲದಂತೆ ಆಗಿರುವುದು ಶೋಚನೀಯ. ಕೃಷಿ, ಸಾಹಿತ್ಯ, ಧರ್ಮ ಇವುಗಳು ಒಂದರಲ್ಲಿ ಒಂದು ಬೆಸೆದುಕೊಂಡಿರುವ ಅಂಶಗಳಾಗಿವೆ. ಜೀವನದ ವಿಧಾನಗಳು, ರಾಜಕೀಯ ಚಿಂತನೆಗಳು, ಕೃಷಿ ನೀತಿಗಳು ಬದಲಾವಣೆಗಳನ್ನು ತರುತ್ತವೆ. ಪ್ರಪಂಚದ ಬೆಳವಣಿಗೆ ಹಾಗೂ ನಮ್ಮ ರಾಜ್ಯದ ಜಲ ಸಂಪನ್ಮೂಲಗಳ ಕುರಿತು ಮಾತನಾಡಿದರು. ರಾಜ್ಯ ರೈತ ಸಂಘ ಹಾಗೂ ಹಸಿರು ಸೇನೆಯ ಪದಾಧಿಕಾರಿ ಕೆ.ಟಿ.ಗಂಗಾಧರ್ ಮಾತನಾಡಿ 60ರ ದಶಕದಲ್ಲಿ ಆಹಾರದ ಕೊರತೆಯಿಂದ ಹಸಿರು ಕ್ರಾಂತಿಯ ಪರಿಣಾಮವಾಗಿ ಹೆಚ್ಚು ಪ್ರಮಾಣದಲ್ಲಿ ಆಹಾರವನ್ನು ಪದಾರ್ಥಗಳನ್ನು ಬೆಳೆದು, ಹೊಸ ತಳಿ, (316, 1197, 466, 1359)
june-day-item: ಜೂನ್ 23 – ಅಂತರರಾಷ್ಟ್ರೀಯ ವಿಧವೆಯರ ದಿನ. (705, 451, 838, 462)
story3-headline: ಸರ್ಕಾರ ವತಿಯಿಂದ 25 ಲಕ್ಷ ರೂ. ಪರಿಹಾರ (598, 621, 860, 643)
june-day-item: ಜೂನ್ 7 – ವಿಶ್ವ ಆಹಾರ ಸುರಕ್ಷತಾ ದಿನ. (705, 195, 816, 205)
story2-column-2: ನಿರ್ದೇಶಕರು ಬೆಂಗಳೂರು ಎಂಸೀನಪ್ಪ ಮತ್ತು ಬೆಂಗಳೂರು ಪ್ರಾದೇಶಿಕ ಯೋಜನಾಧಿಕಾರಿ ಪ್ರಾದೇಶಿಕ ತಿಮ್ಮಯ್ಯ ನಾಯಕ ಹಾಗೂ ದಕ್ಷಿಣ (292, 591, 402, 622)
june-day-item: ಜೂನ್ 14 – ವಿಶ್ವ ರಕ್ತದಾನಿಗಳ ದಿನ. (705, 262, 807, 273)
story4-workshop-photo (172, 692, 412, 780)
story4-column-1: ತುಮಕೂರು: ಇತ್ತೀಚಿನ ದಿನಗಳಲ್ಲಿ ಆರ್ಟಿಫಿಷಿಯಲ್ ಇಂಟೆಲಿಜೆನ್ಸ್ ಮತ್ತು ಡೇಟಾ ಸೈನ್ಸ್ ಕೋರ್ಸ್‌ಗೆ ಸಾಕಷ್ಟು ಬೇಡಿಕೆ ಹೆಚ್ಚಾಗುತ್ತಿದ್ದು, ತುಮಕೂರಿನಲ್ಲಿ ಮೊದಲ ಬಾರಿಗೆ ಬಿ.ಸಿ.ಎ. ಪದವಿಗೆ ಎಐಡಿಎಸ್ ಕೋರ್ಸ್ ಪ್ರಾರಂಭವಾಗಿದ್ದು, ವಿದ್ಯಾರ್ಥಿಗಳಿಗೆ ಕೃತಕ ಬುದ್ಧಿಮತ್ತೆ ಮತ್ತು ಡೇಟಾ ಸೈನ್ಸ್‌ನ ಕುರಿತಾದ "ಉದಯೋನ್ಮುಖ ಕ್ಷೇತ್ರಗಳಲ್ಲಿ ವೃತ್ತಿಜೀವನವನ್ನು ರೂಪಿಸಿಕೊಳ್ಳಲು ಉತ್ತಮ ಅವಕಾಶಗಳನ್ನು ಒದಗಿಸಲಿದೆ" ಎಂದು ಕೋರ್ಸ್ ವಿದ್ಯಾರ್ಥಿಗಳಿಗೆ ಅತ್ಯಾಧುನಿಕ ತಂತ್ರಜ್ಞಾನಗಳ ಬಗ್ಗೆ ಸಮಗ್ರವಾದ ತಿಳುವಳಿಕೆಯನ್ನು ನೀಡಲಾಗುತ್ತಿದ್ದು ಕಾರ್ಯಾಗಾರದ ಉದ್ದೇಶವನ್ನು ತಿಳಿಸಿದರು. ನಗರದ ಕಲ್ಪತರು ಪ್ರಥಮ ದರ್ಜೆ ಕಾಲೇಜಿನಲ್ಲಿ ಜೂನ್ 4 ರಂದು ಬುಧವಾರ (28, 691, 168, 853)
story2-column-3: ಕನ್ನಡ ಜಿಲ್ಲೆಯ ನಿರ್ದೇಶಕರಾದ ದಿನೇಶ್ ಮತ್ತು ನಿರ್ದೇಶಕರು ಜಿಲ್ಲಾ ಜನ ಜಾಗೃತಿ ಎಸ್‌ಕೆಡಿಆರ್‌ಡಿಪಿ ಪ್ರವೀಣ್ ಕುಮಾರ್, ಮಧುಗಿರಿ ತಾಲ್ಲೂಕು ಯೋಜನಾಧಿಕಾರಿ ಗಣಪ ದಿನೇಶ್ ಹಾಗೂ ಶಶಿಧರ್ ಮತ್ತು ತುಮಕೂರು 2 ಜಿಲ್ಲೆಯ ಎಲ್ಲಾ ಯೋಜನಾಧಿಕಾರಿಗಳು ಮತ್ತು ಸರ್ವ ಎಸ್‌ಡಿ ಆರ್‌ಡಿಪಿ ಪದಾಧಿಕಾರಿಗಳು ಲಾಲಪೇಟೆ ಮಂಜುನಾಥ್ ಅಭಿನಂದಿಸಿದ್ದಾರೆ. (416, 515, 590, 590)
story3-kicker: ಕಾಲ್ತುಳಿತದಲ್ಲಿ ಮೃತಪಟ್ಟ ಮನೋಜ್ ಕುಮಾರ್ ಕುಟುಂಬಕ್ಕೆ (590, 604, 831, 619)
june-day-item: ಜೂನ್ 18 – ಆಟಿಸ್ಟಿಕ್ ಪ್ರೈಡ್ ಡೇ (Autistic Pride Day). (705, 343, 885, 354)
page-number: 2 (910, 48, 922, 60)
